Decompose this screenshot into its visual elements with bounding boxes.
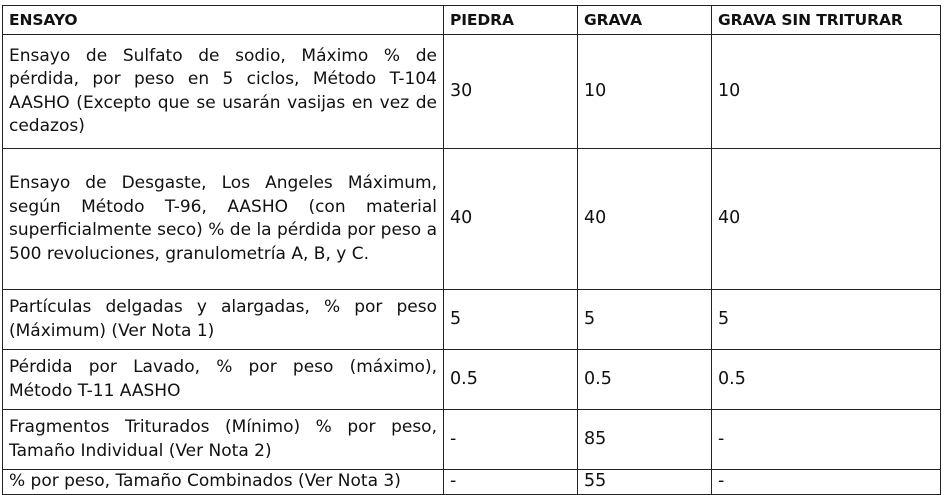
table-row (3, 350, 941, 410)
piedra-cell: 5 (444, 290, 578, 350)
ensayo-cell: Pérdida por Lavado, % por peso (máximo), Método T-11 AASHO (3, 350, 444, 410)
header-piedra: PIEDRA (444, 6, 578, 35)
table-row (3, 290, 941, 350)
header-grava-sin-triturar: GRAVA SIN TRITURAR (712, 6, 941, 35)
aggregate-specs-table-container (2, 5, 940, 495)
piedra-cell: 40 (444, 149, 578, 290)
table-header-row (3, 6, 941, 35)
table-row (3, 470, 941, 495)
ensayo-cell: Ensayo de Sulfato de sodio, Máximo % de pérdida, por peso en 5 ciclos, Método T-104 AASHO (Excepto que se usarán vasijas en vez de cedazos) (3, 35, 444, 149)
grava-cell: 0.5 (578, 350, 712, 410)
grava-sin-triturar-cell: 5 (712, 290, 941, 350)
grava-sin-triturar-cell: 40 (712, 149, 941, 290)
piedra-cell: 0.5 (444, 350, 578, 410)
ensayo-cell: Ensayo de Desgaste, Los Angeles Máximum, según Método T-96, AASHO (con material superficialmente seco) % de la pérdida por peso a 500 revoluciones, granulometría A, B, y C. (3, 149, 444, 290)
grava-sin-triturar-cell: 10 (712, 35, 941, 149)
piedra-cell: - (444, 470, 578, 495)
table-row (3, 149, 941, 290)
grava-sin-triturar-cell: - (712, 410, 941, 470)
aggregate-specs-table (2, 5, 941, 495)
table-row (3, 410, 941, 470)
grava-cell: 5 (578, 290, 712, 350)
piedra-cell: - (444, 410, 578, 470)
grava-cell: 85 (578, 410, 712, 470)
ensayo-cell: Partículas delgadas y alargadas, % por peso (Máximum) (Ver Nota 1) (3, 290, 444, 350)
piedra-cell: 30 (444, 35, 578, 149)
header-grava: GRAVA (578, 6, 712, 35)
ensayo-cell: % por peso, Tamaño Combinados (Ver Nota 3) (3, 470, 444, 495)
table-row (3, 35, 941, 149)
grava-cell: 40 (578, 149, 712, 290)
grava-cell: 10 (578, 35, 712, 149)
header-ensayo: ENSAYO (3, 6, 444, 35)
ensayo-cell: Fragmentos Triturados (Mínimo) % por peso, Tamaño Individual (Ver Nota 2) (3, 410, 444, 470)
grava-cell: 55 (578, 470, 712, 495)
grava-sin-triturar-cell: - (712, 470, 941, 495)
grava-sin-triturar-cell: 0.5 (712, 350, 941, 410)
